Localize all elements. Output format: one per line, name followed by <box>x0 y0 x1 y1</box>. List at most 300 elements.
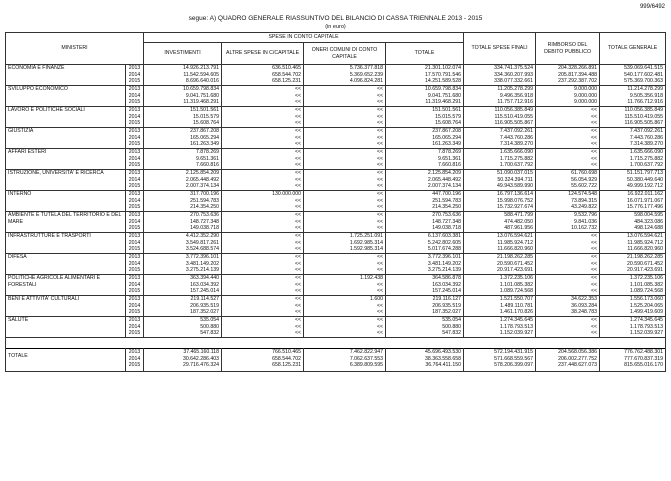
investimenti-value: 7.660.816 <box>195 162 220 169</box>
year-value: 2013 <box>128 233 141 239</box>
oneri-comuni-value: << <box>376 86 384 92</box>
totale-spese-finali-value: 15.998.076.752 <box>496 197 534 204</box>
ministry-label: INFRASTRUTTURE E TRASPORTI <box>8 233 91 239</box>
totale-spese-finali-cell <box>464 86 536 107</box>
rimborso-value: 10.162.732 <box>571 225 598 232</box>
altre-spese-cell <box>222 128 304 149</box>
totale-generale-value: 11.766.712.916 <box>627 99 664 106</box>
year-value: 2014 <box>128 155 141 162</box>
rimborso-cell <box>536 86 600 107</box>
totale-spese-finali-cell <box>464 149 536 170</box>
totale-capitale-value: 7.660.816 <box>437 162 462 169</box>
investimenti-cell <box>144 191 222 212</box>
altre-spese-cell <box>222 349 304 372</box>
oneri-comuni-cell <box>304 191 386 212</box>
oneri-comuni-value: << <box>376 120 384 127</box>
totale-generale-value: 598.004.595 <box>634 212 664 218</box>
totale-spese-finali-cell <box>464 170 536 191</box>
rimborso-cell <box>536 317 600 338</box>
totale-generale-value: 20.917.423.691 <box>626 267 664 274</box>
totale-capitale-value: 157.245.014 <box>432 288 462 295</box>
altre-spese-value: << <box>294 330 302 337</box>
investimenti-cell <box>144 149 222 170</box>
investimenti-value: 148.727.348 <box>190 218 220 225</box>
rimborso-value: 38.248.783 <box>571 309 598 316</box>
rimborso-cell <box>536 349 600 372</box>
oneri-comuni-value: << <box>376 155 384 162</box>
ministry-name <box>6 233 126 254</box>
oneri-comuni-value: << <box>376 330 384 337</box>
oneri-comuni-value: << <box>376 323 384 330</box>
investimenti-value: 270.753.636 <box>190 212 220 218</box>
totale-generale-cell <box>600 86 666 107</box>
ministry-label: INTERNO <box>8 191 32 197</box>
header-spese-capitale: SPESE IN CONTO CAPITALE <box>144 33 464 43</box>
totale-generale-value: 16.922.011.162 <box>627 191 664 197</box>
header-totale-generale: TOTALE GENERALE <box>600 33 666 65</box>
totale-spese-finali-value: 11.666.820.960 <box>497 246 534 253</box>
investimenti-cell <box>144 254 222 275</box>
oneri-comuni-value: << <box>376 162 384 169</box>
totale-generale-value: 11.214.278.299 <box>627 86 664 92</box>
oneri-comuni-value: << <box>376 92 384 99</box>
investimenti-value: 363.394.440 <box>190 275 220 281</box>
year-value: 2015 <box>128 99 141 106</box>
investimenti-value: 11.319.468.291 <box>183 99 220 106</box>
altre-spese-value: << <box>294 302 302 309</box>
table-row <box>6 254 666 275</box>
oneri-comuni-cell <box>304 65 386 86</box>
totale-spese-finali-value: 1.635.666.090 <box>499 149 534 155</box>
altre-spese-value: << <box>294 149 302 155</box>
totale-spese-finali-cell <box>464 296 536 317</box>
year-value: 2014 <box>128 134 141 141</box>
totale-spese-finali-value: 7.443.760.286 <box>499 134 534 141</box>
rimborso-value: << <box>590 267 598 274</box>
oneri-comuni-value: 1.600 <box>370 296 384 302</box>
altre-spese-value: << <box>294 275 302 281</box>
header-investimenti: INVESTIMENTI <box>144 43 222 65</box>
oneri-comuni-value: << <box>376 197 384 204</box>
totale-capitale-value: 214.354.250 <box>432 204 462 211</box>
altre-spese-cell <box>222 65 304 86</box>
altre-spese-value: << <box>294 120 302 127</box>
investimenti-cell <box>144 349 222 372</box>
table-row <box>6 128 666 149</box>
totale-generale-value: 1.178.793.513 <box>629 323 664 330</box>
totale-capitale-value: 165.065.294 <box>432 134 462 141</box>
investimenti-value: 3.275.214.139 <box>185 267 220 274</box>
rimborso-value: << <box>590 260 598 267</box>
totale-generale-value: 21.198.262.285 <box>626 254 664 260</box>
ministry-label: SVILUPPO ECONOMICO <box>8 86 68 92</box>
totale-generale-value: 51.151.797.713 <box>626 170 664 176</box>
altre-spese-value: << <box>294 176 302 183</box>
oneri-comuni-cell <box>304 254 386 275</box>
totale-spese-finali-value: 1.461.170.826 <box>499 309 534 316</box>
rimborso-value: << <box>590 162 598 169</box>
year-value: 2015 <box>128 225 141 232</box>
altre-spese-value: << <box>294 170 302 176</box>
rimborso-cell <box>536 233 600 254</box>
rimborso-value: << <box>590 281 598 288</box>
totale-capitale-cell <box>386 233 464 254</box>
ministry-label: AMBIENTE E TUTELA DEL TERRITORIO E DEL MARE <box>8 212 122 225</box>
investimenti-value: 7.878.269 <box>195 149 220 155</box>
investimenti-value: 163.034.392 <box>190 281 220 288</box>
rimborso-value: 204.328.266.891 <box>558 65 598 71</box>
totale-generale-value: 484.323.086 <box>634 218 664 225</box>
totale-spese-finali-value: 1.489.110.781 <box>500 302 534 309</box>
totale-capitale-value: 151.501.561 <box>432 107 462 113</box>
totale-spese-finali-value: 578.206.399.097 <box>494 362 534 369</box>
totale-capitale-value: 3.481.149.202 <box>427 260 462 267</box>
oneri-comuni-value: 1.692.985.314 <box>349 239 384 246</box>
rimborso-value: << <box>590 239 598 246</box>
rimborso-value: 9.000.000 <box>573 92 598 99</box>
oneri-comuni-cell <box>304 212 386 233</box>
year-value: 2013 <box>128 275 141 281</box>
investimenti-cell <box>144 317 222 338</box>
year-value: 2013 <box>128 212 141 218</box>
table-row <box>6 275 666 296</box>
year-value: 2013 <box>128 254 141 260</box>
oneri-comuni-value: << <box>376 225 384 232</box>
totale-generale-value: 7.443.760.286 <box>629 134 664 141</box>
oneri-comuni-value: << <box>376 317 384 323</box>
altre-spese-cell <box>222 170 304 191</box>
year-value: 2013 <box>128 86 141 92</box>
oneri-comuni-value: 1.725.251.091 <box>349 233 384 239</box>
investimenti-cell <box>144 65 222 86</box>
rimborso-value: 55.602.722 <box>571 183 598 190</box>
ministry-name <box>6 107 126 128</box>
totale-generale-value: 15.776.177.496 <box>626 204 664 211</box>
oneri-comuni-cell <box>304 317 386 338</box>
altre-spese-cell <box>222 86 304 107</box>
rimborso-value: << <box>590 233 598 239</box>
rimborso-value: << <box>590 330 598 337</box>
year-value: 2015 <box>128 288 141 295</box>
totale-generale-value: 20.590.671.452 <box>626 260 664 267</box>
investimenti-value: 214.354.250 <box>190 204 220 211</box>
ministry-label: DIFESA <box>8 254 27 260</box>
altre-spese-cell <box>222 107 304 128</box>
totale-capitale-value: 447.700.196 <box>432 191 462 197</box>
totale-capitale-value: 36.764.411.150 <box>425 362 462 369</box>
rimborso-value: << <box>590 323 598 330</box>
totale-generale-cell <box>600 254 666 275</box>
rimborso-value: 237.292.387.702 <box>558 78 598 85</box>
totale-capitale-cell <box>386 349 464 372</box>
year-value: 2013 <box>128 128 141 134</box>
investimenti-value: 3.772.396.101 <box>185 254 220 260</box>
investimenti-value: 3.481.149.202 <box>185 260 220 267</box>
altre-spese-value: << <box>294 281 302 288</box>
header-altre-spese: ALTRE SPESE IN C/CAPITALE <box>222 43 304 65</box>
table-row <box>6 233 666 254</box>
oneri-comuni-value: << <box>376 302 384 309</box>
ministry-name <box>6 212 126 233</box>
investimenti-value: 165.065.294 <box>190 134 220 141</box>
totale-spese-finali-value: 334.741.375.524 <box>494 65 534 71</box>
oneri-comuni-value: << <box>376 141 384 148</box>
totale-spese-finali-value: 50.324.394.711 <box>497 176 534 183</box>
oneri-comuni-value: << <box>376 309 384 316</box>
totale-capitale-value: 6.137.603.381 <box>427 233 462 239</box>
oneri-comuni-value: 5.369.652.239 <box>349 71 384 78</box>
totale-generale-value: 13.076.594.621 <box>626 233 664 239</box>
totale-spese-finali-cell <box>464 254 536 275</box>
totale-generale-value: 9.505.356.918 <box>629 92 664 99</box>
altre-spese-value: 130.000.000 <box>272 191 302 197</box>
rimborso-value: 9.532.796 <box>573 212 598 218</box>
investimenti-cell <box>144 86 222 107</box>
rimborso-value: << <box>590 317 598 323</box>
investimenti-value: 219.114.527 <box>190 296 220 302</box>
rimborso-cell <box>536 65 600 86</box>
altre-spese-value: << <box>294 323 302 330</box>
year-value: 2013 <box>128 65 141 71</box>
oneri-comuni-cell <box>304 275 386 296</box>
totale-spese-finali-cell <box>464 107 536 128</box>
oneri-comuni-value: 4.096.824.281 <box>349 78 384 85</box>
ministry-label: LAVORO E POLITICHE SOCIALI <box>8 107 85 113</box>
investimenti-value: 157.245.014 <box>190 288 220 295</box>
altre-spese-value: << <box>294 233 302 239</box>
altre-spese-value: << <box>294 183 302 190</box>
oneri-comuni-cell <box>304 296 386 317</box>
ministry-label: BENI E ATTIVITA' CULTURALI <box>8 296 80 302</box>
totale-generale-value: 1.700.637.792 <box>629 162 664 169</box>
altre-spese-value: << <box>294 218 302 225</box>
oneri-comuni-value: 1.592.985.314 <box>349 246 384 253</box>
investimenti-value: 8.696.640.016 <box>185 78 220 85</box>
totale-generale-value: 115.510.419.055 <box>624 113 664 120</box>
investimenti-value: 37.465.160.118 <box>183 349 220 355</box>
document-subtitle: (in euro) <box>325 24 346 30</box>
totale-spese-finali-value: 11.985.924.712 <box>497 239 534 246</box>
table-row <box>6 65 666 86</box>
year-value: 2015 <box>128 78 141 85</box>
totale-generale-cell <box>600 317 666 338</box>
altre-spese-value: 658.125.231 <box>272 78 302 85</box>
investimenti-value: 317.700.196 <box>190 191 220 197</box>
rimborso-value: << <box>590 275 598 281</box>
year-value: 2015 <box>128 204 141 211</box>
totale-spese-finali-value: 13.076.594.621 <box>496 233 534 239</box>
altre-spese-value: << <box>294 141 302 148</box>
ministry-name <box>6 191 126 212</box>
investimenti-cell <box>144 275 222 296</box>
oneri-comuni-cell <box>304 128 386 149</box>
rimborso-value: 206.002.277.752 <box>558 355 598 362</box>
year-value: 2014 <box>128 239 141 246</box>
year-cell <box>126 149 144 170</box>
totale-generale-value: 11.666.820.960 <box>627 246 664 253</box>
rimborso-value: 73.894.315 <box>571 197 598 204</box>
oneri-comuni-cell <box>304 86 386 107</box>
table-row <box>6 170 666 191</box>
altre-spese-cell <box>222 212 304 233</box>
totale-generale-cell <box>600 296 666 317</box>
oneri-comuni-value: 5.736.377.818 <box>349 65 384 71</box>
totale-capitale-value: 161.263.349 <box>432 141 462 148</box>
investimenti-cell <box>144 233 222 254</box>
totale-spese-finali-value: 1.089.724.568 <box>499 288 534 295</box>
rimborso-cell <box>536 275 600 296</box>
totale-capitale-value: 547.832 <box>442 330 462 337</box>
totale-capitale-value: 3.772.396.101 <box>427 254 462 260</box>
totale-spese-finali-value: 116.905.505.867 <box>494 120 534 127</box>
year-value: 2015 <box>128 267 141 274</box>
rimborso-value: 36.093.284 <box>571 302 598 309</box>
totale-capitale-value: 9.041.751.680 <box>427 92 462 99</box>
altre-spese-value: << <box>294 162 302 169</box>
year-cell <box>126 86 144 107</box>
totale-spese-finali-value: 1.101.085.382 <box>499 281 534 288</box>
totale-generale-cell <box>600 212 666 233</box>
totale-spese-finali-value: 1.274.345.645 <box>499 317 534 323</box>
totale-generale-value: 116.905.505.867 <box>624 120 664 127</box>
totale-capitale-value: 9.651.361 <box>437 155 462 162</box>
oneri-comuni-value: << <box>376 281 384 288</box>
totale-generale-value: 1.525.204.065 <box>629 302 664 309</box>
totale-generale-value: 1.372.235.106 <box>629 275 664 281</box>
altre-spese-value: << <box>294 92 302 99</box>
oneri-comuni-value: << <box>376 260 384 267</box>
budget-table <box>5 32 666 372</box>
totale-spese-finali-value: 49.943.589.990 <box>496 183 534 190</box>
totale-capitale-value: 45.696.493.530 <box>424 349 462 355</box>
totale-generale-value: 1.101.085.382 <box>629 281 664 288</box>
totale-spese-finali-cell <box>464 275 536 296</box>
rimborso-value: 9.841.036 <box>573 218 598 225</box>
totale-spese-finali-value: 338.077.332.661 <box>494 78 534 85</box>
totale-generale-cell <box>600 65 666 86</box>
investimenti-cell <box>144 170 222 191</box>
rimborso-cell <box>536 254 600 275</box>
rimborso-value: 205.817.394.488 <box>558 71 598 78</box>
totale-capitale-value: 219.116.127 <box>432 296 462 302</box>
rimborso-cell <box>536 191 600 212</box>
rimborso-value: 56.054.929 <box>571 176 598 183</box>
investimenti-value: 500.880 <box>200 323 220 330</box>
totale-capitale-value: 163.034.392 <box>432 281 462 288</box>
table-row <box>6 212 666 233</box>
altre-spese-value: << <box>294 197 302 204</box>
totale-spese-finali-value: 21.198.262.285 <box>496 254 534 260</box>
year-value: 2014 <box>128 197 141 204</box>
rimborso-value: 34.622.353 <box>571 296 598 302</box>
investimenti-value: 2.125.854.209 <box>185 170 220 176</box>
totale-generale-value: 777.670.837.319 <box>624 355 664 362</box>
totale-capitale-value: 15.608.764 <box>435 120 462 127</box>
oneri-comuni-value: << <box>376 113 384 120</box>
ministry-name <box>6 86 126 107</box>
altre-spese-cell <box>222 149 304 170</box>
year-value: 2014 <box>128 323 141 330</box>
oneri-comuni-value: << <box>376 191 384 197</box>
investimenti-value: 3.524.688.574 <box>185 246 220 253</box>
totale-capitale-cell <box>386 191 464 212</box>
totale-capitale-cell <box>386 170 464 191</box>
ministry-label: POLITICHE AGRICOLE ALIMENTARI E FORESTALI <box>8 275 101 288</box>
year-value: 2015 <box>128 141 141 148</box>
year-value: 2015 <box>128 330 141 337</box>
totale-capitale-value: 237.867.208 <box>432 128 462 134</box>
oneri-comuni-value: << <box>376 254 384 260</box>
rimborso-value: << <box>590 149 598 155</box>
totale-generale-value: 1.635.666.090 <box>629 149 664 155</box>
totale-capitale-value: 38.363.558.658 <box>424 355 462 362</box>
totale-generale-cell <box>600 149 666 170</box>
altre-spese-value: << <box>294 296 302 302</box>
totale-generale-value: 498.124.688 <box>634 225 664 232</box>
totale-spese-finali-value: 1.521.550.707 <box>499 296 534 302</box>
ministry-label: AFFARI ESTERI <box>8 149 47 155</box>
rimborso-value: 237.448.627.073 <box>558 362 598 369</box>
rimborso-value: 43.249.822 <box>571 204 598 211</box>
year-cell <box>126 349 144 372</box>
investimenti-value: 547.832 <box>200 330 220 337</box>
spacer-cell <box>6 338 666 349</box>
oneri-comuni-value: << <box>376 267 384 274</box>
totale-generale-cell <box>600 128 666 149</box>
ministry-name <box>6 275 126 296</box>
totale-generale-cell <box>600 349 666 372</box>
totale-generale-value: 539.069.641.515 <box>624 65 664 71</box>
totale-generale-cell <box>600 233 666 254</box>
totale-generale-cell <box>600 107 666 128</box>
year-value: 2014 <box>128 176 141 183</box>
totale-spese-finali-value: 1.700.637.792 <box>499 162 534 169</box>
totale-capitale-value: 535.054 <box>442 317 462 323</box>
year-cell <box>126 254 144 275</box>
totale-capitale-value: 206.935.519 <box>432 302 462 309</box>
year-value: 2015 <box>128 246 141 253</box>
investimenti-value: 3.549.817.261 <box>185 239 220 246</box>
oneri-comuni-cell <box>304 149 386 170</box>
oneri-comuni-value: << <box>376 288 384 295</box>
totale-generale-value: 1.152.039.927 <box>629 330 664 337</box>
oneri-comuni-value: << <box>376 170 384 176</box>
rimborso-value: << <box>590 134 598 141</box>
totale-spese-finali-value: 1.715.275.882 <box>499 155 534 162</box>
rimborso-cell <box>536 128 600 149</box>
rimborso-value: 204.568.056.386 <box>558 349 598 355</box>
totale-spese-finali-value: 1.152.039.927 <box>499 330 534 337</box>
oneri-comuni-value: << <box>376 183 384 190</box>
totale-capitale-cell <box>386 275 464 296</box>
investimenti-value: 15.608.764 <box>193 120 220 127</box>
totale-capitale-value: 251.594.783 <box>432 197 462 204</box>
investimenti-value: 4.412.352.290 <box>185 233 220 239</box>
totale-spese-finali-value: 15.732.927.674 <box>496 204 534 211</box>
altre-spese-value: 658.544.702 <box>272 71 302 78</box>
rimborso-value: 124.574.548 <box>568 191 598 197</box>
oneri-comuni-cell <box>304 233 386 254</box>
totale-capitale-value: 10.659.798.834 <box>424 86 462 92</box>
ministry-name <box>6 254 126 275</box>
investimenti-value: 187.352.027 <box>190 309 220 316</box>
totale-spese-finali-value: 16.797.136.614 <box>496 191 534 197</box>
year-cell <box>126 275 144 296</box>
investimenti-value: 2.007.374.134 <box>185 183 220 190</box>
totale-spese-finali-cell <box>464 191 536 212</box>
totale-spese-finali-value: 571.668.559.567 <box>494 355 534 362</box>
totale-spese-finali-cell <box>464 128 536 149</box>
